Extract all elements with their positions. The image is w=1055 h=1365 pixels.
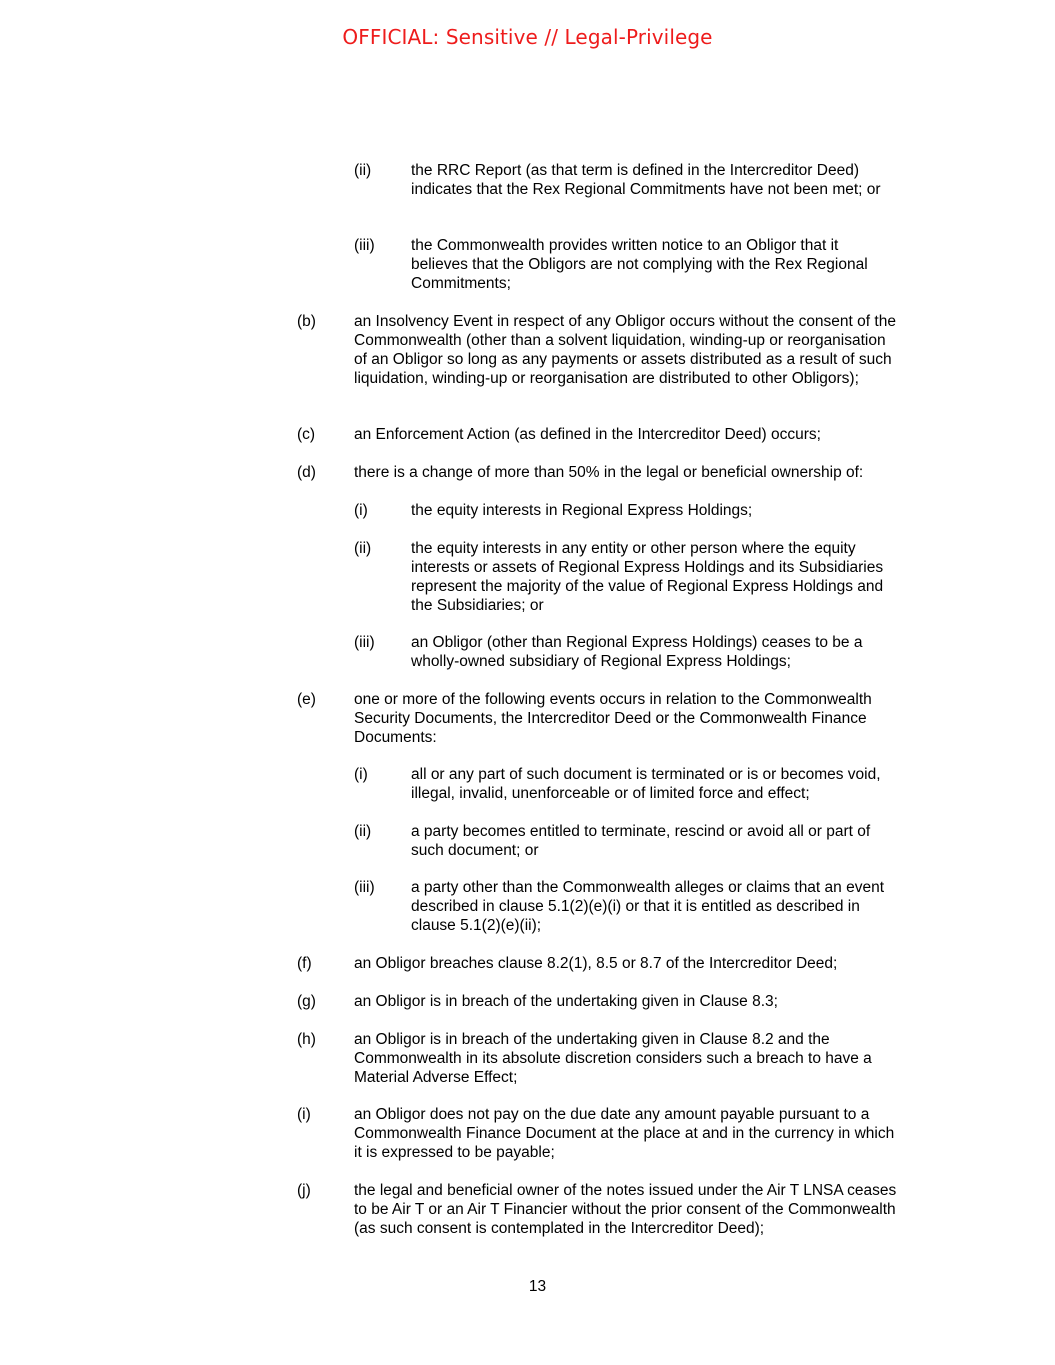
clause-text: an Obligor is in breach of the undertaking given in Clause 8.2 and the Commonwealth in its absolute discretion considers such a breach to have a Material Adverse Effect;	[354, 1031, 872, 1086]
classification-marking: OFFICIAL: Sensitive // Legal-Privilege	[342, 25, 713, 49]
clause-number: (j)	[297, 1182, 311, 1199]
clause-number: (b)	[297, 313, 316, 330]
clause-number: (i)	[297, 1106, 311, 1123]
clause-number: (i)	[354, 502, 368, 519]
clause-text: all or any part of such document is terminated or is or becomes void, illegal, invalid, unenforceable or of limited force and effect;	[411, 766, 881, 802]
clause-number: (iii)	[354, 237, 375, 254]
clause-text: the equity interests in any entity or other person where the equity interests or assets of Regional Express Holdings and its Subsidiaries represent the majority of the value of Regional Express Holdings and the Subsidiaries; or	[411, 540, 884, 614]
clause-number: (g)	[297, 993, 316, 1010]
clause-text: the legal and beneficial owner of the notes issued under the Air T LNSA ceases to be Air T or an Air T Financier without the prior consent of the Commonwealth (as such consent is contemplated in the Intercreditor Deed);	[354, 1182, 897, 1237]
clause-text: an Obligor breaches clause 8.2(1), 8.5 or 8.7 of the Intercreditor Deed;	[354, 955, 838, 972]
clause-number: (ii)	[354, 162, 372, 179]
clause-text: an Insolvency Event in respect of any Obligor occurs without the consent of the Commonwealth (other than a solvent liquidation, winding-up or reorganisation of an Obligor so long as any payments or assets distributed as a result of such liquidation, winding-up or reorganisation are distributed to other Obligors);	[354, 313, 896, 387]
page-number: 13	[528, 1278, 547, 1295]
clause-number: (iii)	[354, 634, 375, 651]
clause-number: (ii)	[354, 823, 372, 840]
clause-number: (f)	[297, 955, 312, 972]
clause-number: (h)	[297, 1031, 316, 1048]
clause-text: there is a change of more than 50% in the legal or beneficial ownership of:	[354, 464, 864, 481]
clause-number: (iii)	[354, 879, 375, 896]
clause-text: the Commonwealth provides written notice to an Obligor that it believes that the Obligors are not complying with the Rex Regional Commitments;	[411, 237, 868, 292]
clause-text: an Obligor does not pay on the due date any amount payable pursuant to a Commonwealth Finance Document at the place at and in the currency in which it is expressed to be payable;	[354, 1106, 895, 1161]
clause-text: the equity interests in Regional Express Holdings;	[411, 502, 753, 519]
clause-text: an Enforcement Action (as defined in the Intercreditor Deed) occurs;	[354, 426, 821, 443]
clause-text: a party becomes entitled to terminate, rescind or avoid all or part of such document; or	[411, 823, 871, 859]
clause-text: one or more of the following events occurs in relation to the Commonwealth Security Documents, the Intercreditor Deed or the Commonwealth Finance Documents:	[354, 691, 872, 746]
clause-text: the RRC Report (as that term is defined in the Intercreditor Deed) indicates that the Rex Regional Commitments have not been met; or	[411, 162, 881, 198]
clause-number: (ii)	[354, 540, 372, 557]
clause-text: an Obligor is in breach of the undertaking given in Clause 8.3;	[354, 993, 778, 1010]
clause-text: an Obligor (other than Regional Express Holdings) ceases to be a wholly-owned subsidiary of Regional Express Holdings;	[411, 634, 863, 670]
clause-number: (d)	[297, 464, 316, 481]
clause-number: (e)	[297, 691, 316, 708]
clause-text: a party other than the Commonwealth alleges or claims that an event described in clause 5.1(2)(e)(i) or that it is entitled as described in clause 5.1(2)(e)(ii);	[411, 879, 885, 934]
clause-number: (c)	[297, 426, 316, 443]
clause-number: (i)	[354, 766, 368, 783]
